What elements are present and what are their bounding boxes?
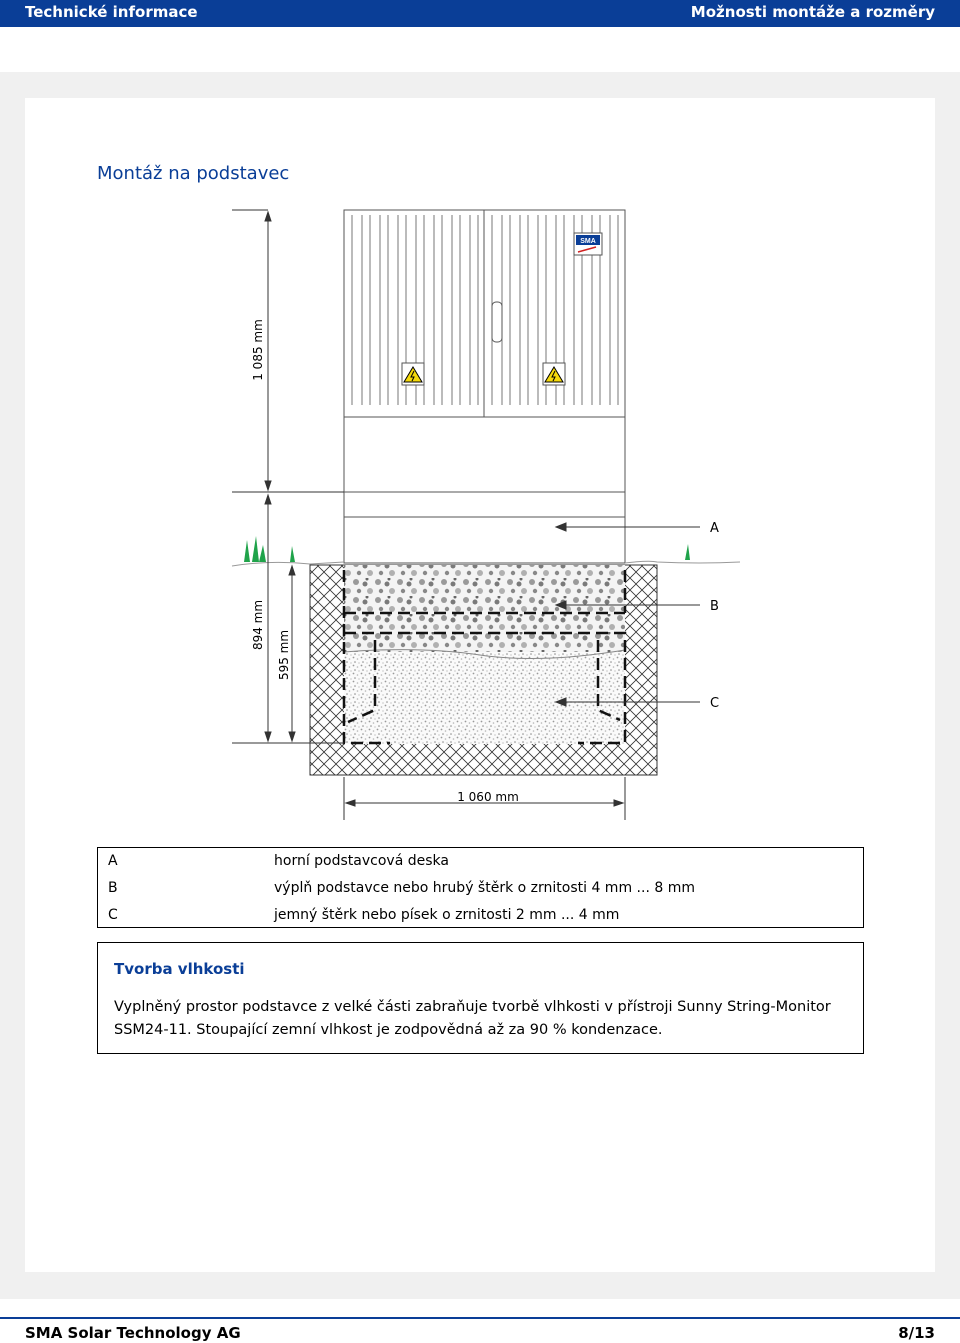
legend-text: horní podstavcová deska — [274, 853, 449, 869]
page-footer — [0, 1317, 960, 1343]
legend-table — [97, 847, 864, 928]
legend-key: A — [108, 853, 118, 869]
legend-text: jemný štěrk nebo písek o zrnitosti 2 mm ... 4 mm — [274, 907, 620, 923]
dim-width: 1 060 mm — [457, 790, 519, 804]
legend-text: výplň podstavce nebo hrubý štěrk o zrnitosti 4 mm ... 8 mm — [274, 880, 695, 896]
legend-key: B — [108, 880, 118, 896]
legend-row — [98, 902, 863, 929]
dim-height-894: 894 mm — [251, 599, 265, 651]
dim-height-595: 595 mm — [277, 629, 291, 681]
sma-logo-text: SMA — [580, 238, 596, 245]
header-section: Technické informace — [25, 3, 198, 21]
mounting-diagram — [0, 200, 960, 830]
header-topic: Možnosti montáže a rozměry — [690, 3, 935, 21]
layer-c-fine-gravel — [344, 652, 625, 744]
page-title: Montáž na podstavec — [97, 163, 290, 184]
legend-row — [98, 875, 863, 902]
footer-company: SMA Solar Technology AG — [25, 1324, 241, 1342]
sma-logo — [574, 233, 602, 255]
callout-label-c: C — [710, 696, 720, 711]
cabinet-plinth — [344, 417, 625, 563]
warning-icon — [543, 363, 565, 385]
callout-label-b: B — [710, 599, 719, 614]
page-number: 8/13 — [898, 1324, 935, 1342]
note-text: Vyplněný prostor podstavce z velké části zabraňuje tvorbě vlhkosti v přístroji Sunny String-Monitor SSM24-11. Stoupající zemní vlhkost je zodpovědná až za 90 % kondenzace. — [114, 999, 831, 1038]
warning-icon — [402, 363, 424, 385]
moisture-note-box — [97, 942, 864, 1054]
top-header-bar — [0, 0, 960, 27]
legend-key: C — [108, 907, 118, 923]
note-heading: Tvorba vlhkosti — [114, 960, 245, 978]
callout-label-a: A — [710, 521, 719, 536]
dim-height-total: 1 085 mm — [251, 319, 265, 381]
layer-b-coarse-gravel — [344, 565, 625, 652]
legend-row — [98, 848, 863, 875]
